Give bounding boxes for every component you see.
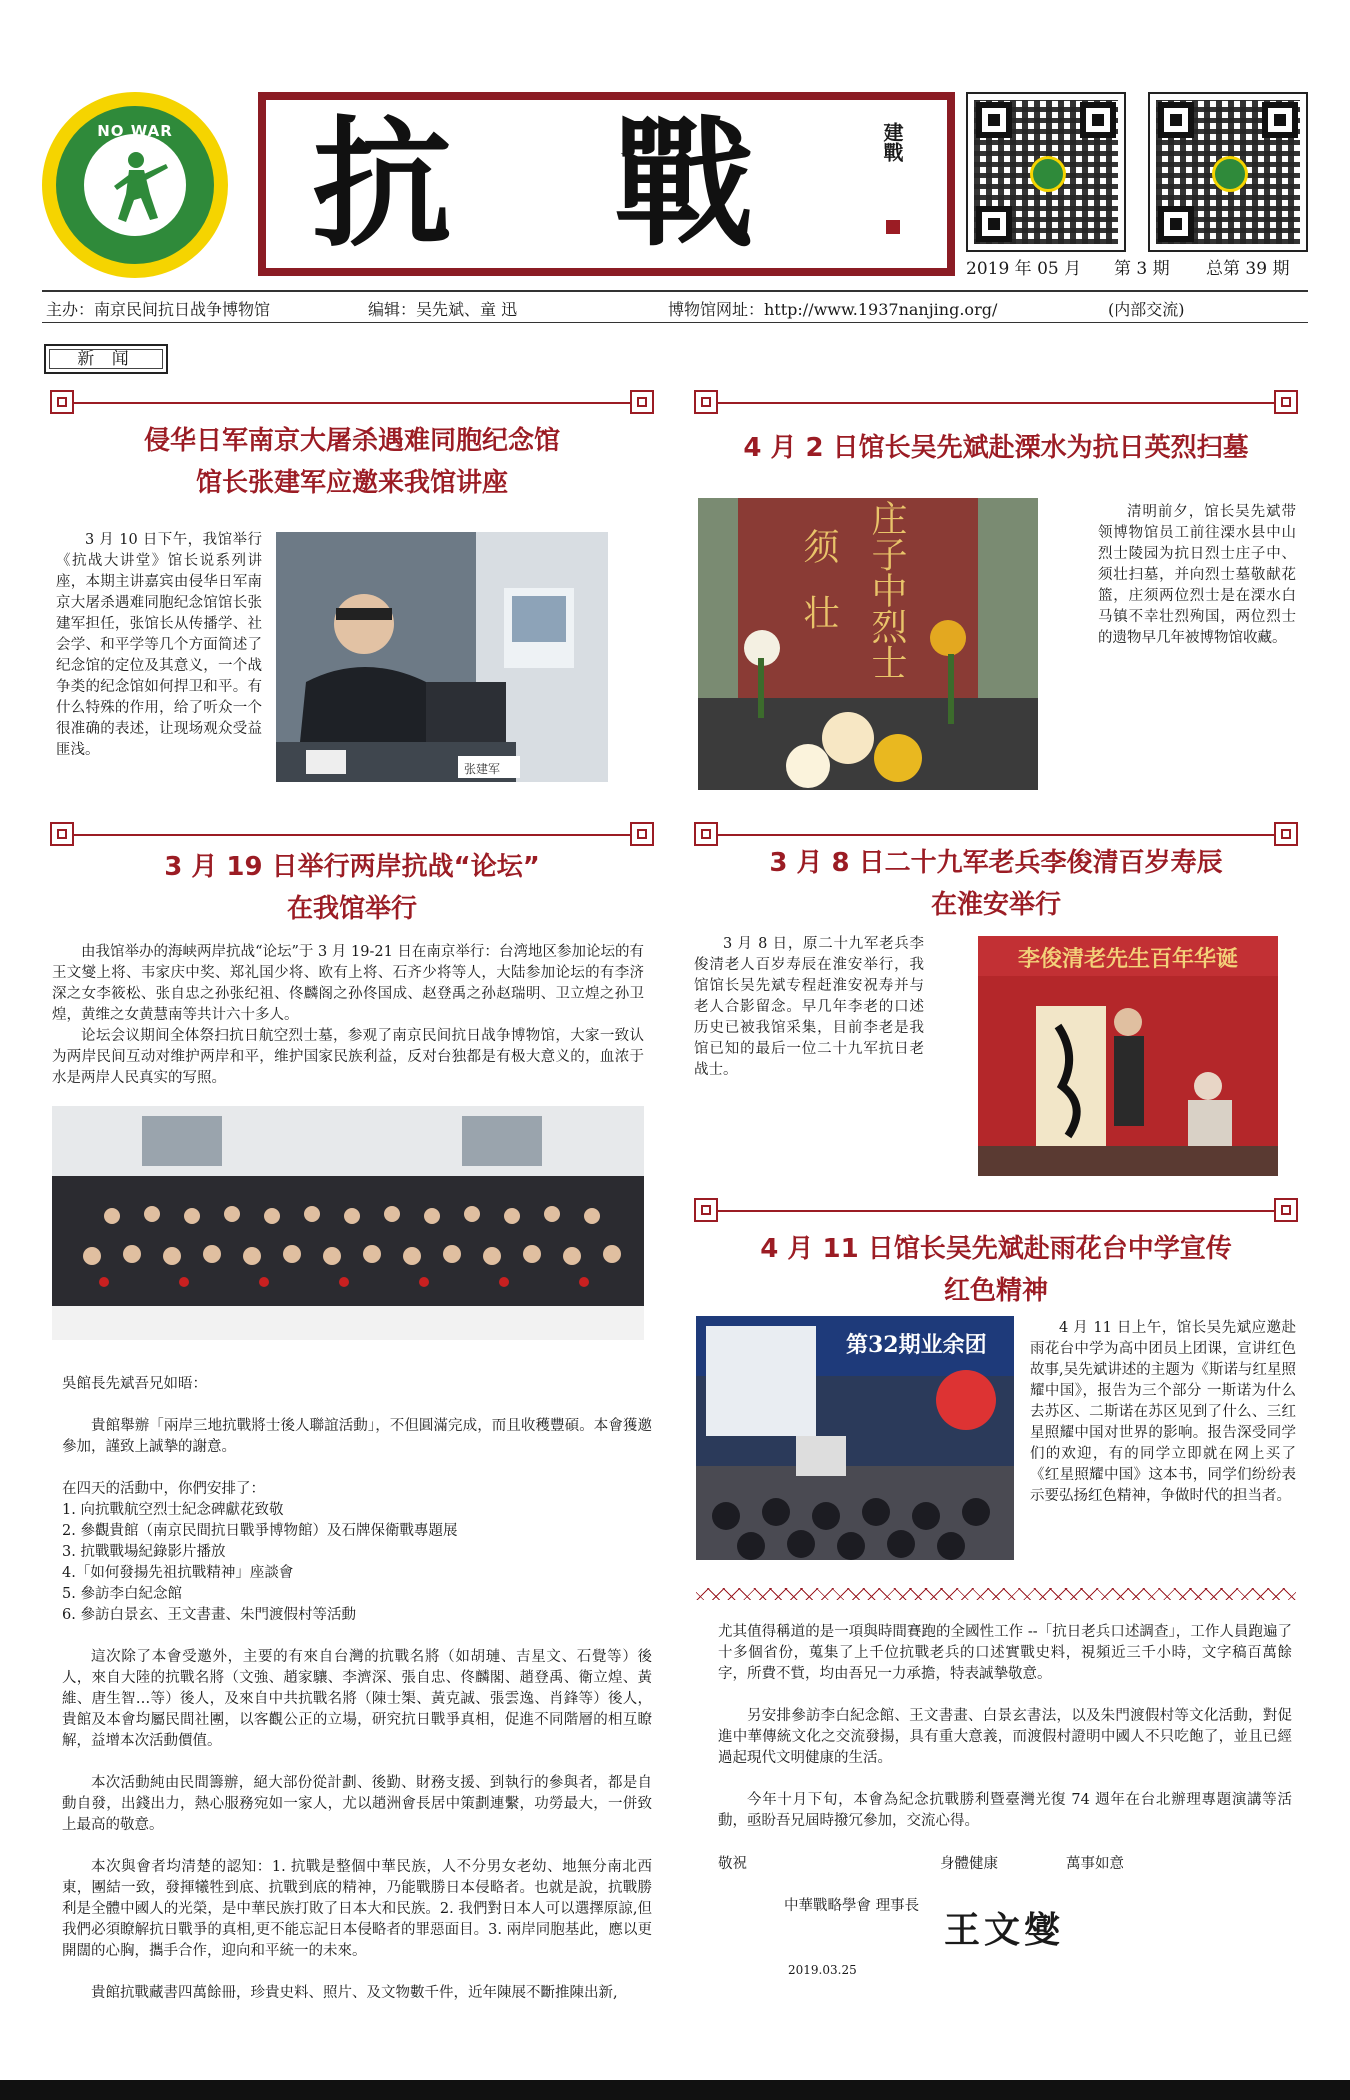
article-1-photo: [276, 532, 608, 782]
qr-logo-icon: [1030, 156, 1066, 192]
internal-note: (内部交流): [1108, 300, 1185, 319]
article-1-title: [50, 420, 654, 504]
letter-para-8: 另安排參訪李白紀念館、王文書畫、白景玄書法，以及朱門渡假村等文化活動，對促進中華傳統文化之交流發揚，具有重大意義，而渡假村證明中國人不只吃飽了，並且已經過起現代文明健康的生活。: [718, 1708, 1292, 1766]
seal-stamp-icon: [886, 220, 900, 234]
letter-signature: 王文燮: [944, 1909, 1065, 1951]
museum-logo: [42, 92, 228, 278]
birthday-banner: 李俊清老先生百年华诞: [1017, 946, 1238, 972]
letter-para-7: 尤其值得稱道的是一項與時間賽跑的全國性工作 --「抗日老兵口述調查」，工作人員跑遍了十多個省份，蒐集了上千位抗戰老兵的口述實戰史料，視頻近三千小時，文字稿百萬餘字，所費不貲，均由吾兄一力承擔，特表誠摯敬意。: [718, 1624, 1292, 1682]
masthead-title-char-1: 抗: [312, 103, 453, 267]
masthead-banner: [258, 92, 955, 276]
letter-salutation: 吳館長先斌吾兄如晤：: [62, 1376, 207, 1392]
letter-closing-3: 萬事如意: [1066, 1856, 1124, 1872]
article-5-title: [694, 1228, 1298, 1312]
letter-item-4: 4.「如何發揚先祖抗戰精神」座談會: [62, 1565, 294, 1581]
article-3-para-2: 论坛会议期间全体祭扫抗日航空烈士墓，参观了南京民间抗日战争博物馆，大家一致认为两岸民间互动对维护两岸和平，维护国家民族利益，反对台独都是有极大意义的，血浓于水是两岸人民真实的写照。: [52, 1028, 644, 1086]
letter-item-6: 6. 參訪白景玄、王文書畫、朱門渡假村等活動: [62, 1607, 356, 1623]
section-divider: [694, 1210, 1298, 1212]
logo-top-text: NO WAR: [97, 122, 173, 140]
section-divider: [50, 402, 654, 404]
issue-number: 第 3 期: [1114, 259, 1170, 279]
editor: 编辑：吴先斌、童 迅: [368, 300, 518, 319]
article-1-body: 3 月 10 日下午，我馆举行《抗战大讲堂》馆长说系列讲座，本期主讲嘉宾由侵华日军南京大屠杀遇难同胞纪念馆馆长张建军担任，张馆长从传播学、社会学、和平学等几个方面简述了纪念馆的定位及其意义，一个战争类的纪念馆如何捍卫和平。有什么特殊的作用，给了听众一个很准确的表述，让现场观众受益匪浅。: [56, 532, 262, 758]
article-4-title: [694, 842, 1298, 926]
website-link[interactable]: 博物馆网址：http://www.1937nanjing.org/: [668, 300, 998, 319]
info-bar: [42, 290, 1308, 323]
article-4-title-line2: 在淮安举行: [930, 890, 1061, 920]
letter-signer: 中華戰略學會 理事長: [784, 1898, 920, 1914]
issue-total: 总第 39 期: [1206, 259, 1290, 279]
letter-para-1: 貴館舉辦「兩岸三地抗戰將士後人聯誼活動」，不但圓滿完成，而且收穫豐碩。本會獲邀參加，謹致上誠摯的謝意。: [62, 1418, 652, 1455]
letter-para-5: 本次與會者均清楚的認知：1. 抗戰是整個中華民族，人不分男女老幼、地無分南北西東，團結一致，發揮犧牲到底、抗戰到底的精神，乃能戰勝日本侵略者。也就是說，抗戰勝利是全體中國人的光榮，是中華民族打敗了日本大和民族。2. 我們對日本人可以選擇原諒,但我們必須瞭解抗日戰爭的真相,更不能忘記日本侵略者的罪惡面目。3. 兩岸同胞基此，應以更開闊的心胸，攜手合作，迎向和平統一的未來。: [62, 1859, 652, 1959]
article-3-para-1: 由我馆举办的海峡两岸抗战“论坛”于 3 月 19-21 日在南京举行：台湾地区参加论坛的有王文燮上将、韦家庆中奖、郑礼国少将、欧有上将、石齐少将等人，大陆参加论坛的有李济深之女李筱松、张自忠之孙张纪祖、佟麟阁之孙佟国成、赵登禹之孙赵瑞明、卫立煌之孙卫煌，黄维之女黄慧南等共计六十多人。: [52, 944, 644, 1023]
letter-item-5: 5. 參訪李白紀念館: [62, 1586, 182, 1602]
letter-para-9: 今年十月下旬，本會為紀念抗戰勝利暨臺灣光復 74 週年在台北辦理專題演講等活動，亟盼吾兄屆時撥冗參加，交流心得。: [718, 1792, 1292, 1829]
photo-nameplate: 张建军: [464, 762, 501, 776]
article-2-photo: [698, 498, 1038, 790]
masthead-calligraphy: 建戰: [880, 122, 904, 162]
letter-item-3: 3. 抗戰戰場紀錄影片播放: [62, 1544, 226, 1560]
letter-right-column: [718, 1622, 1292, 1832]
article-3-title-line1: 3 月 19 日举行两岸抗战“论坛”: [164, 852, 540, 882]
qr-code-1[interactable]: [966, 92, 1126, 252]
letter-para-4: 本次活動純由民間籌辦，絕大部份從計劃、後勤、財務支援、到執行的參與者，都是自動自發，出錢出力，熱心服務宛如一家人，尤以趙洲會長居中策劃連繫，功勞最大，一併致上最高的敬意。: [62, 1775, 652, 1833]
letter-item-1: 1. 向抗戰航空烈士紀念碑獻花致敬: [62, 1502, 284, 1518]
tomb-inscription-right: 庄子中烈士: [866, 500, 907, 680]
school-banner: 第32期业余团: [846, 1332, 987, 1358]
letter-para-3: 這次除了本會受邀外，主要的有來自台灣的抗戰名將（如胡璉、吉星文、石覺等）後人，來自大陸的抗戰名將（文強、趙家驤、李濟深、張自忠、佟麟閣、趙登禹、衛立煌、黃維、唐生智…等）後人，及來自中共抗戰名將（陳士榘、黃克誠、張雲逸、肖鋒等）後人，貴館及本會均屬民間社團，以客觀公正的立場，研究抗日戰爭真相，促進不同階層的相互瞭解，益增本次活動價值。: [62, 1649, 652, 1749]
letter-para-2-intro: 在四天的活動中，你們安排了：: [62, 1481, 265, 1497]
tomb-inscription-left: 须壮: [798, 528, 839, 660]
letter-closing-2: 身體健康: [940, 1856, 998, 1872]
letter-para-6: 貴館抗戰藏書四萬餘冊，珍貴史料、照片、及文物數千件，近年陳展不斷推陳出新,: [91, 1985, 618, 2001]
qr-logo-icon: [1212, 156, 1248, 192]
article-4-body: 3 月 8 日，原二十九军老兵李俊清老人百岁寿辰在淮安举行，我馆馆长吴先斌专程赶淮安祝寿并与老人合影留念。早几年李老的口述历史已被我馆采集，目前李老是我馆已知的最后一位二十九军抗日老战士。: [694, 936, 924, 1078]
letter-closing-1: 敬祝: [718, 1856, 747, 1872]
masthead-title-char-2: 戰: [614, 103, 755, 267]
section-tab-news: 新 闻: [44, 344, 168, 374]
article-3-body: [52, 942, 644, 1089]
article-2-body: 清明前夕，馆长吴先斌带领博物馆员工前往溧水县中山烈士陵园为抗日烈士庄子中、须壮扫墓，并向烈士墓敬献花篮，庄须两位烈士是在溧水白马镇不幸壮烈殉国，两位烈士的遗物早几年被博物馆收藏。: [1098, 504, 1296, 646]
article-5-body: 4 月 11 日上午，馆长吴先斌应邀赴雨花台中学为高中团员上团课，宣讲红色故事,吴先斌讲述的主题为《斯诺与红星照耀中国》，报告为三个部分 一斯诺为什么去苏区、二斯诺在苏区见到了什么、三红星照耀中国对世界的影响。报告深受同学们的欢迎，有的同学立即就在网上买了《红星照耀中国》这本书，同学们纷纷表示要弘扬红色精神，争做时代的担当者。: [1030, 1320, 1296, 1504]
organizer: 主办：南京民间抗日战争博物馆: [46, 300, 271, 319]
article-5-title-line2: 红色精神: [943, 1276, 1048, 1306]
article-4-title-line1: 3 月 8 日二十九军老兵李俊清百岁寿辰: [769, 848, 1223, 878]
article-3-title: [50, 846, 654, 930]
article-1-title-line1: 侵华日军南京大屠杀遇难同胞纪念馆: [143, 426, 560, 456]
letter-item-2: 2. 參觀貴館（南京民間抗日戰爭博物館）及石牌保衛戰專題展: [62, 1523, 458, 1539]
soldier-emblem-icon: [84, 134, 186, 236]
qr-code-2[interactable]: [1148, 92, 1308, 252]
article-4-photo: [978, 936, 1278, 1176]
section-divider: [694, 834, 1298, 836]
section-divider: [50, 834, 654, 836]
decorative-divider: [696, 1588, 1296, 1600]
section-divider: [694, 402, 1298, 404]
article-3-group-photo: [52, 1106, 644, 1340]
article-5-photo: [696, 1316, 1014, 1560]
article-3-title-line2: 在我馆举行: [286, 894, 417, 924]
article-5-title-line1: 4 月 11 日馆长吴先斌赴雨花台中学宣传: [760, 1234, 1232, 1264]
letter-date: 2019.03.25: [788, 1963, 857, 1977]
article-2-title: 4 月 2 日馆长吴先斌赴溧水为抗日英烈扫墓: [743, 433, 1249, 463]
bottom-border: [0, 2080, 1350, 2100]
issue-date: 2019 年 05 月: [966, 259, 1082, 279]
article-1-title-line2: 馆长张建军应邀来我馆讲座: [195, 468, 508, 498]
letter-left-column: [62, 1374, 652, 2004]
